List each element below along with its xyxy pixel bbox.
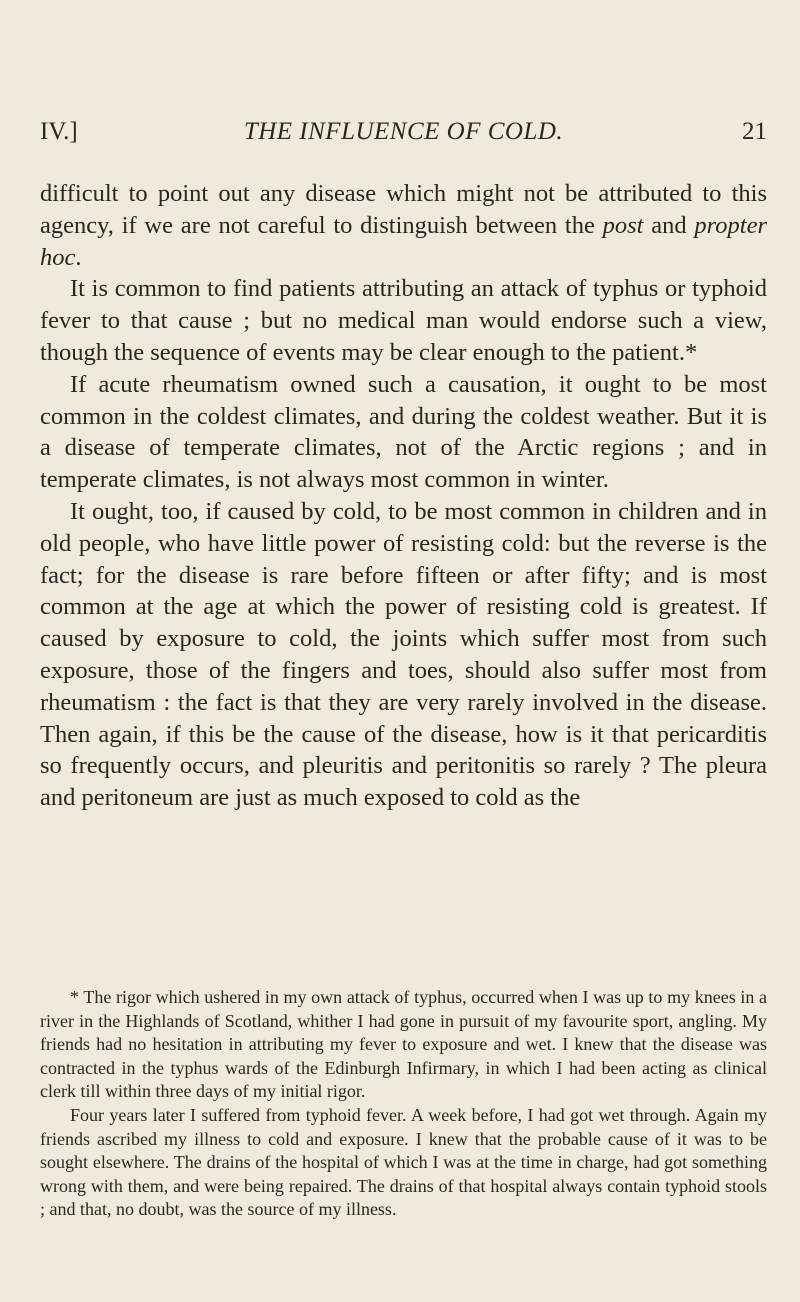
- book-page: [40, 0, 767, 1302]
- footnote-1: * The rigor which ushered in my own attack of typhus, occurred when I was up to my knees in a river in the Highlands of Scotland, whither I had gone in pursuit of my favourite sport, angling. My friends had no hesitation in attributing my fever to exposure and wet. I knew that the disease was contracted in the typhus wards of the Edinburgh Infirmary, in which I had been acting as clinical clerk till within three days of my initial rigor.: [40, 987, 767, 1102]
- footnote-2: Four years later I suffered from typhoid fever. A week before, I had got wet through. Again my friends ascribed my illness to cold and exposure. I knew that the probable cause of it was to be sought elsewhere. The drains of the hospital of which I was at the time in charge, had got something wrong with them, and were being repaired. The drains of that hospital always contain typhoid stools ; and that, no doubt, was the source of my illness.: [40, 1104, 767, 1220]
- post-italic: post: [602, 211, 644, 239]
- paragraph-1: [40, 178, 767, 273]
- paragraph-1-end: .: [75, 243, 82, 271]
- paragraph-3: If acute rheumatism owned such a causation, it ought to be most common in the coldest climates, and during the coldest weather. But it is a disease of temperate climates, not of the Arctic regions ; and in temperate climates, is not always most common in winter.: [40, 370, 767, 494]
- and-text: and: [643, 211, 695, 239]
- footnotes: [40, 986, 767, 1222]
- paragraph-4: It ought, too, if caused by cold, to be most common in children and in old people, who have little power of resisting cold: but the reverse is the fact; for the disease is rare before fifteen or after fifty; and is most common at the age at which the power of resisting cold is greatest. If caused by exposure to cold, the joints which suffer most from such exposure, those of the fingers and toes, should also suffer most from rheumatism : the fact is that they are very rarely involved in the disease. Then again, if this be the cause of the disease, how is it that pericarditis so frequently occurs, and pleuritis and peritonitis so rarely ? The pleura and peritoneum are just as much exposed to cold as the: [40, 497, 767, 812]
- chapter-number: IV.]: [40, 118, 78, 145]
- page-number: 21: [742, 118, 767, 145]
- running-title: THE INFLUENCE OF COLD.: [243, 118, 564, 145]
- running-head: [40, 112, 767, 152]
- body-text: [40, 178, 767, 814]
- paragraph-1-text: difficult to point out any disease which might not be attributed to this agency, if we are not careful to distinguish between the: [40, 180, 767, 239]
- propter-hoc-italic: propter hoc: [40, 211, 767, 271]
- paragraph-2: It is common to find patients attributing an attack of typhus or typhoid fever to that cause ; but no medical man would endorse such a view, though the sequence of events may be clear enough to the patient.*: [40, 275, 767, 366]
